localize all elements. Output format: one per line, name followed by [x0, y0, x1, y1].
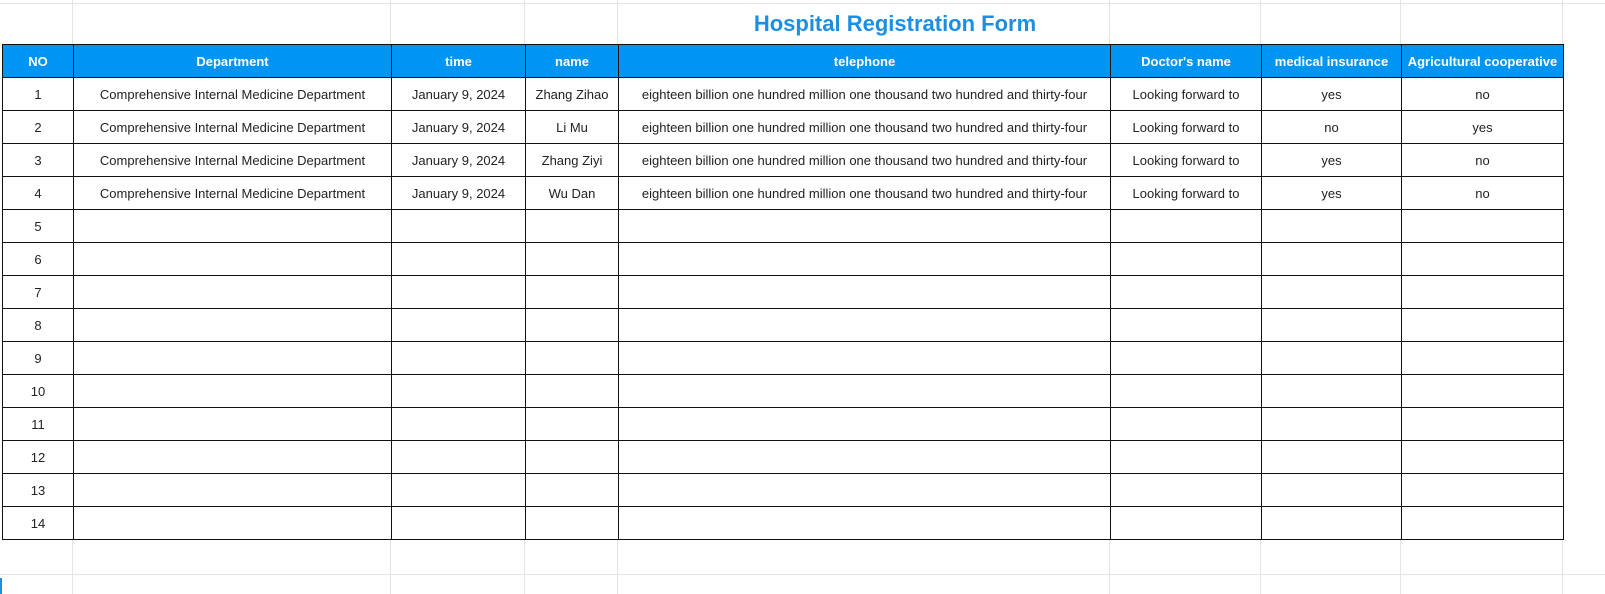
table-cell[interactable] [392, 276, 526, 309]
table-cell[interactable] [526, 441, 619, 474]
table-cell[interactable]: January 9, 2024 [392, 111, 526, 144]
table-cell[interactable]: Looking forward to [1111, 177, 1262, 210]
table-cell[interactable]: 4 [3, 177, 74, 210]
column-header[interactable]: Doctor's name [1111, 45, 1262, 78]
table-cell[interactable]: no [1402, 144, 1564, 177]
table-cell[interactable]: 11 [3, 408, 74, 441]
table-row [3, 441, 1564, 474]
table-cell[interactable]: 3 [3, 144, 74, 177]
table-cell[interactable]: yes [1262, 177, 1402, 210]
table-row [3, 78, 1564, 111]
table-cell[interactable]: eighteen billion one hundred million one thousand two hundred and thirty-four [619, 177, 1111, 210]
table-cell[interactable] [392, 441, 526, 474]
table-cell[interactable] [1402, 441, 1564, 474]
table-cell[interactable] [1402, 408, 1564, 441]
table-cell[interactable]: 1 [3, 78, 74, 111]
column-header[interactable]: NO [3, 45, 74, 78]
table-cell[interactable] [74, 441, 392, 474]
table-cell[interactable]: 9 [3, 342, 74, 375]
table-cell[interactable] [1402, 474, 1564, 507]
table-cell[interactable] [392, 309, 526, 342]
table-cell[interactable] [1111, 507, 1262, 540]
table-cell[interactable] [74, 276, 392, 309]
table-cell[interactable] [392, 375, 526, 408]
registration-table [2, 44, 1564, 540]
gridline [0, 3, 1605, 4]
table-cell[interactable] [1262, 375, 1402, 408]
table-cell[interactable]: 8 [3, 309, 74, 342]
table-cell[interactable]: Looking forward to [1111, 111, 1262, 144]
column-header[interactable]: Agricultural cooperative [1402, 45, 1564, 78]
table-cell[interactable]: January 9, 2024 [392, 177, 526, 210]
table-cell[interactable] [74, 507, 392, 540]
table-cell[interactable]: eighteen billion one hundred million one thousand two hundred and thirty-four [619, 78, 1111, 111]
table-cell[interactable] [1111, 474, 1262, 507]
table-row [3, 375, 1564, 408]
table-cell[interactable]: eighteen billion one hundred million one thousand two hundred and thirty-four [619, 111, 1111, 144]
table-cell[interactable]: Comprehensive Internal Medicine Department [74, 78, 392, 111]
table-cell[interactable] [1262, 507, 1402, 540]
table-cell[interactable] [619, 441, 1111, 474]
table-row [3, 342, 1564, 375]
table-cell[interactable]: eighteen billion one hundred million one thousand two hundred and thirty-four [619, 144, 1111, 177]
table-cell[interactable] [392, 243, 526, 276]
table-cell[interactable] [619, 309, 1111, 342]
table-cell[interactable] [619, 342, 1111, 375]
column-header[interactable]: medical insurance [1262, 45, 1402, 78]
table-cell[interactable] [619, 243, 1111, 276]
table-cell[interactable]: Zhang Zihao [526, 78, 619, 111]
table-cell[interactable] [392, 210, 526, 243]
table-cell[interactable] [526, 309, 619, 342]
table-cell[interactable] [1262, 474, 1402, 507]
table-cell[interactable] [619, 507, 1111, 540]
table-cell[interactable]: no [1402, 78, 1564, 111]
page-title: Hospital Registration Form [753, 11, 1037, 36]
column-header[interactable]: name [526, 45, 619, 78]
table-cell[interactable] [1111, 309, 1262, 342]
table-cell[interactable] [74, 474, 392, 507]
table-cell[interactable] [1262, 276, 1402, 309]
table-cell[interactable] [526, 276, 619, 309]
table-cell[interactable]: yes [1262, 144, 1402, 177]
table-cell[interactable] [1111, 441, 1262, 474]
table-cell[interactable] [1111, 408, 1262, 441]
table-cell[interactable] [619, 408, 1111, 441]
table-row [3, 177, 1564, 210]
column-header[interactable]: telephone [619, 45, 1111, 78]
table-cell[interactable] [619, 210, 1111, 243]
table-cell[interactable] [526, 474, 619, 507]
table-row [3, 111, 1564, 144]
table-row [3, 507, 1564, 540]
table-cell[interactable]: Looking forward to [1111, 144, 1262, 177]
table-cell[interactable] [1111, 210, 1262, 243]
table-cell[interactable] [1262, 210, 1402, 243]
table-cell[interactable] [392, 408, 526, 441]
table-cell[interactable] [1262, 309, 1402, 342]
table-cell[interactable] [1402, 210, 1564, 243]
table-cell[interactable] [392, 507, 526, 540]
table-cell[interactable] [1111, 342, 1262, 375]
table-cell[interactable] [1111, 243, 1262, 276]
table-cell[interactable] [526, 243, 619, 276]
table-cell[interactable] [74, 309, 392, 342]
table-cell[interactable] [1402, 342, 1564, 375]
table-cell[interactable]: Wu Dan [526, 177, 619, 210]
table-cell[interactable] [619, 474, 1111, 507]
table-cell[interactable]: 14 [3, 507, 74, 540]
table-row [3, 210, 1564, 243]
table-cell[interactable] [74, 342, 392, 375]
table-cell[interactable]: no [1262, 111, 1402, 144]
selection-indicator [0, 578, 2, 594]
table-row [3, 276, 1564, 309]
table-cell[interactable] [74, 375, 392, 408]
table-cell[interactable] [1262, 243, 1402, 276]
table-cell[interactable] [1262, 342, 1402, 375]
table-cell[interactable]: 10 [3, 375, 74, 408]
table-cell[interactable]: Li Mu [526, 111, 619, 144]
table-cell[interactable]: yes [1262, 78, 1402, 111]
table-cell[interactable] [1402, 276, 1564, 309]
table-cell[interactable] [1111, 375, 1262, 408]
table-cell[interactable] [619, 276, 1111, 309]
table-cell[interactable]: 7 [3, 276, 74, 309]
column-header[interactable]: time [392, 45, 526, 78]
table-row [3, 243, 1564, 276]
table-cell[interactable] [1402, 375, 1564, 408]
table-cell[interactable]: 13 [3, 474, 74, 507]
table-cell[interactable] [526, 507, 619, 540]
table-cell[interactable] [1262, 408, 1402, 441]
table-cell[interactable] [1402, 507, 1564, 540]
table-cell[interactable]: January 9, 2024 [392, 144, 526, 177]
table-cell[interactable] [619, 375, 1111, 408]
table-cell[interactable]: yes [1402, 111, 1564, 144]
table-cell[interactable]: Comprehensive Internal Medicine Department [74, 111, 392, 144]
table-cell[interactable] [74, 243, 392, 276]
table-cell[interactable] [1111, 276, 1262, 309]
table-cell[interactable]: Comprehensive Internal Medicine Department [74, 144, 392, 177]
table-cell[interactable] [526, 375, 619, 408]
table-cell[interactable]: 2 [3, 111, 74, 144]
table-row [3, 144, 1564, 177]
table-row [3, 474, 1564, 507]
table-cell[interactable] [74, 408, 392, 441]
table-cell[interactable] [392, 474, 526, 507]
table-body [3, 78, 1564, 540]
table-cell[interactable] [1402, 243, 1564, 276]
table-cell[interactable]: January 9, 2024 [392, 78, 526, 111]
table-cell[interactable]: Looking forward to [1111, 78, 1262, 111]
gridline [0, 574, 1605, 575]
table-cell[interactable] [526, 408, 619, 441]
table-cell[interactable]: no [1402, 177, 1564, 210]
table-cell[interactable]: 6 [3, 243, 74, 276]
table-cell[interactable] [526, 210, 619, 243]
table-cell[interactable] [74, 210, 392, 243]
table-row [3, 309, 1564, 342]
table-cell[interactable] [1402, 309, 1564, 342]
table-cell[interactable] [1262, 441, 1402, 474]
table-cell[interactable]: Zhang Ziyi [526, 144, 619, 177]
table-cell[interactable] [392, 342, 526, 375]
table-cell[interactable]: Comprehensive Internal Medicine Department [74, 177, 392, 210]
table-cell[interactable]: 5 [3, 210, 74, 243]
table-cell[interactable] [526, 342, 619, 375]
table-cell[interactable]: 12 [3, 441, 74, 474]
table-header-row [3, 45, 1564, 78]
table-row [3, 408, 1564, 441]
column-header[interactable]: Department [74, 45, 392, 78]
